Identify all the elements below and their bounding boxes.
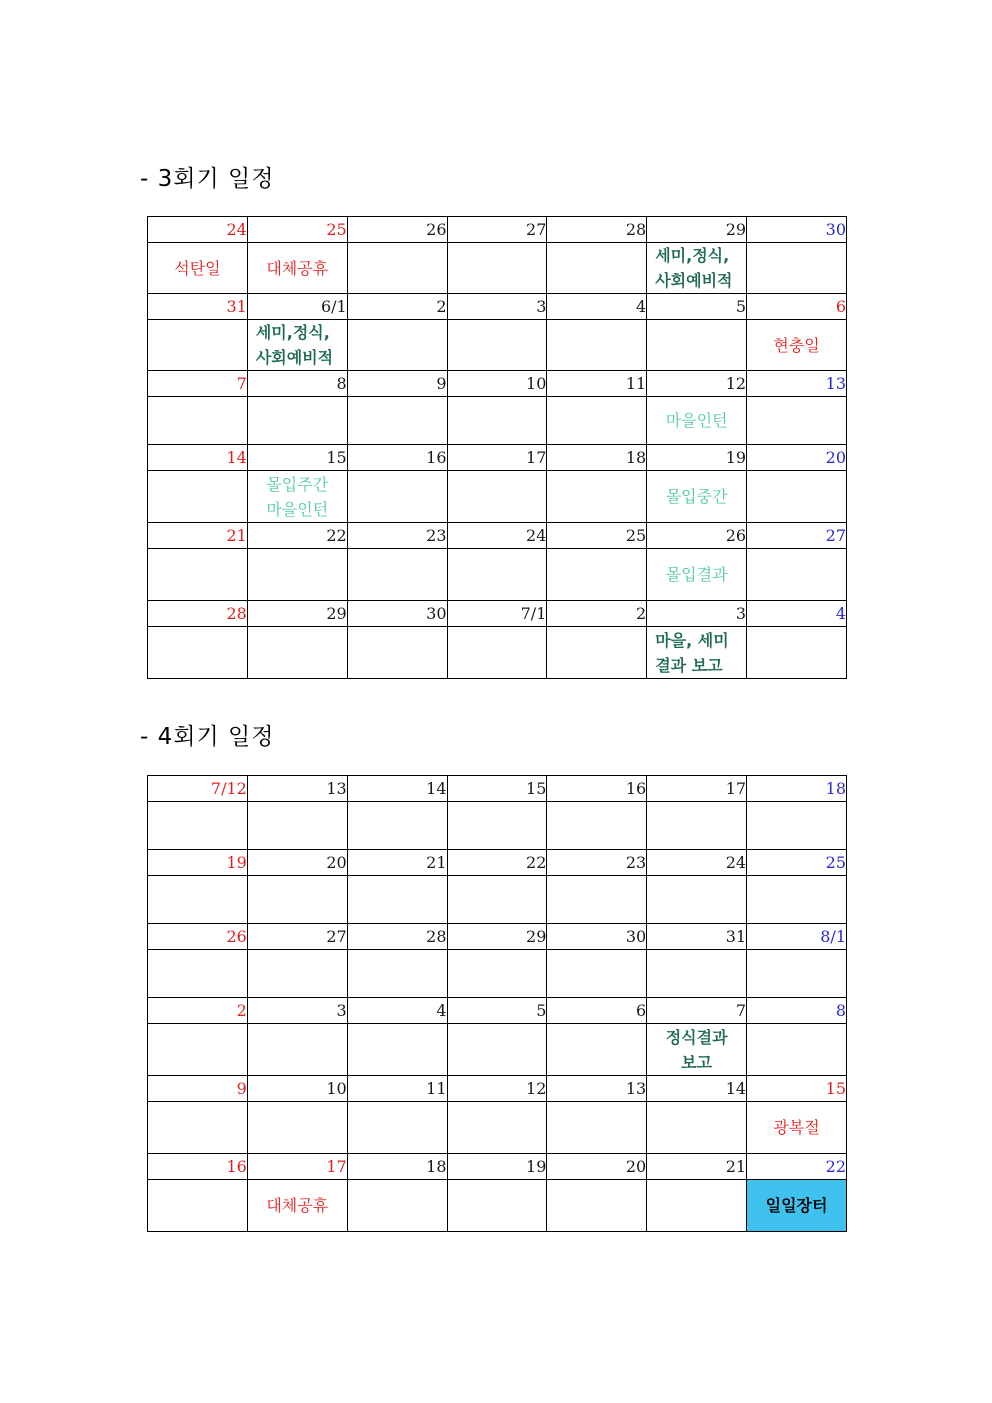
event-cell bbox=[547, 1180, 647, 1232]
date-number: 15 bbox=[447, 776, 547, 802]
date-number: 17 bbox=[447, 445, 547, 471]
event-cell bbox=[347, 549, 447, 601]
date-number: 17 bbox=[647, 776, 747, 802]
date-number: 16 bbox=[347, 445, 447, 471]
date-number: 3 bbox=[447, 294, 547, 320]
date-number: 14 bbox=[148, 445, 248, 471]
week-date-row bbox=[148, 924, 847, 950]
date-number: 26 bbox=[647, 523, 747, 549]
event-label bbox=[747, 1193, 846, 1218]
date-number: 16 bbox=[148, 1154, 248, 1180]
date-number: 3 bbox=[247, 998, 347, 1024]
date-number: 14 bbox=[347, 776, 447, 802]
date-number: 23 bbox=[547, 850, 647, 876]
date-number: 25 bbox=[547, 523, 647, 549]
date-number: 20 bbox=[247, 850, 347, 876]
event-text-line: 세미,정식, bbox=[655, 246, 730, 265]
event-text-line: 마을, 세미 bbox=[655, 630, 729, 650]
date-number: 8/1 bbox=[747, 924, 847, 950]
date-number: 18 bbox=[747, 776, 847, 802]
date-number: 5 bbox=[447, 998, 547, 1024]
event-cell bbox=[747, 549, 847, 601]
date-number: 11 bbox=[347, 1076, 447, 1102]
event-cell bbox=[747, 397, 847, 445]
date-number: 21 bbox=[347, 850, 447, 876]
date-number: 20 bbox=[747, 445, 847, 471]
event-text-line: 세미,정식, bbox=[255, 323, 330, 342]
event-label bbox=[248, 256, 347, 281]
event-cell bbox=[347, 627, 447, 679]
event-cell bbox=[547, 1024, 647, 1076]
date-number: 12 bbox=[447, 1076, 547, 1102]
event-text-line: 마을인턴 bbox=[266, 499, 329, 519]
date-number: 24 bbox=[647, 850, 747, 876]
week-date-row bbox=[148, 998, 847, 1024]
event-label bbox=[647, 628, 746, 678]
event-cell bbox=[247, 627, 347, 679]
date-number: 9 bbox=[148, 1076, 248, 1102]
event-text-line: 사회예비적 bbox=[655, 271, 733, 290]
event-cell bbox=[747, 876, 847, 924]
event-cell bbox=[347, 876, 447, 924]
event-cell bbox=[247, 397, 347, 445]
event-label bbox=[747, 1115, 846, 1140]
date-number: 30 bbox=[747, 217, 847, 243]
event-cell bbox=[148, 320, 248, 371]
date-number: 27 bbox=[247, 924, 347, 950]
event-label bbox=[248, 320, 347, 370]
event-text-line: 사회예비적 bbox=[255, 348, 334, 367]
event-cell bbox=[647, 802, 747, 850]
calendar-4th-session bbox=[147, 775, 847, 1232]
date-number: 3 bbox=[647, 601, 747, 627]
event-cell bbox=[747, 243, 847, 294]
event-cell bbox=[647, 549, 747, 601]
date-number: 27 bbox=[447, 217, 547, 243]
date-number: 4 bbox=[747, 601, 847, 627]
event-cell bbox=[747, 1180, 847, 1232]
event-label bbox=[647, 484, 746, 509]
event-text-line: 마을인턴 bbox=[665, 411, 728, 430]
event-cell bbox=[447, 471, 547, 523]
date-number: 17 bbox=[247, 1154, 347, 1180]
date-number: 29 bbox=[247, 601, 347, 627]
event-cell bbox=[647, 1024, 747, 1076]
event-cell bbox=[547, 320, 647, 371]
week-event-row bbox=[148, 471, 847, 523]
event-cell bbox=[447, 627, 547, 679]
date-number: 25 bbox=[747, 850, 847, 876]
date-number: 28 bbox=[347, 924, 447, 950]
date-number: 15 bbox=[747, 1076, 847, 1102]
event-text-line: 대체공휴 bbox=[266, 258, 329, 278]
event-cell bbox=[647, 1180, 747, 1232]
event-cell bbox=[647, 320, 747, 371]
event-cell bbox=[547, 802, 647, 850]
event-cell bbox=[148, 1102, 248, 1154]
week-date-row bbox=[148, 217, 847, 243]
event-cell bbox=[447, 802, 547, 850]
event-cell bbox=[547, 397, 647, 445]
date-number: 19 bbox=[647, 445, 747, 471]
date-number: 19 bbox=[447, 1154, 547, 1180]
event-cell bbox=[247, 1024, 347, 1076]
event-cell bbox=[747, 950, 847, 998]
date-number: 21 bbox=[647, 1154, 747, 1180]
event-cell bbox=[347, 1180, 447, 1232]
week-date-row bbox=[148, 523, 847, 549]
event-cell bbox=[347, 243, 447, 294]
event-cell bbox=[347, 950, 447, 998]
event-cell bbox=[447, 1180, 547, 1232]
date-number: 28 bbox=[547, 217, 647, 243]
event-cell bbox=[447, 397, 547, 445]
section-3-title: - 3회기 일정 bbox=[140, 166, 275, 192]
date-number: 13 bbox=[547, 1076, 647, 1102]
date-number: 27 bbox=[747, 523, 847, 549]
event-cell bbox=[547, 1102, 647, 1154]
event-cell bbox=[148, 876, 248, 924]
date-number: 26 bbox=[347, 217, 447, 243]
date-number: 10 bbox=[247, 1076, 347, 1102]
week-event-row bbox=[148, 802, 847, 850]
event-cell bbox=[148, 471, 248, 523]
date-number: 9 bbox=[347, 371, 447, 397]
event-label bbox=[747, 333, 846, 358]
event-cell bbox=[148, 1024, 248, 1076]
event-label bbox=[248, 472, 347, 522]
event-cell bbox=[647, 471, 747, 523]
event-label bbox=[647, 1025, 746, 1075]
date-number: 12 bbox=[647, 371, 747, 397]
event-cell bbox=[547, 950, 647, 998]
event-cell bbox=[247, 876, 347, 924]
event-cell bbox=[148, 950, 248, 998]
week-event-row bbox=[148, 1180, 847, 1232]
date-number: 13 bbox=[247, 776, 347, 802]
event-cell bbox=[547, 876, 647, 924]
date-number: 30 bbox=[347, 601, 447, 627]
date-number: 7/1 bbox=[447, 601, 547, 627]
date-number: 7 bbox=[647, 998, 747, 1024]
date-number: 25 bbox=[247, 217, 347, 243]
date-number: 16 bbox=[547, 776, 647, 802]
event-cell bbox=[247, 549, 347, 601]
event-cell bbox=[547, 243, 647, 294]
date-number: 2 bbox=[148, 998, 248, 1024]
event-text-line: 몰입결과 bbox=[665, 565, 728, 584]
date-number: 8 bbox=[747, 998, 847, 1024]
event-text-line: 광복절 bbox=[773, 1118, 820, 1137]
event-text-line: 몰입중간 bbox=[665, 487, 728, 506]
event-cell bbox=[148, 1180, 248, 1232]
event-cell bbox=[347, 1102, 447, 1154]
event-cell bbox=[547, 627, 647, 679]
event-text-line: 대체공휴 bbox=[266, 1196, 329, 1215]
week-event-row bbox=[148, 549, 847, 601]
event-cell bbox=[247, 1102, 347, 1154]
week-date-row bbox=[148, 601, 847, 627]
date-number: 2 bbox=[547, 601, 647, 627]
week-date-row bbox=[148, 850, 847, 876]
week-date-row bbox=[148, 1154, 847, 1180]
event-cell bbox=[347, 802, 447, 850]
date-number: 30 bbox=[547, 924, 647, 950]
event-cell bbox=[647, 876, 747, 924]
date-number: 22 bbox=[747, 1154, 847, 1180]
date-number: 23 bbox=[347, 523, 447, 549]
event-cell bbox=[148, 802, 248, 850]
event-cell bbox=[347, 1024, 447, 1076]
date-number: 26 bbox=[148, 924, 248, 950]
event-cell bbox=[647, 950, 747, 998]
event-cell bbox=[447, 549, 547, 601]
date-number: 18 bbox=[547, 445, 647, 471]
date-number: 4 bbox=[547, 294, 647, 320]
date-number: 15 bbox=[247, 445, 347, 471]
event-text-line: 석탄일 bbox=[174, 258, 221, 278]
date-number: 13 bbox=[747, 371, 847, 397]
event-cell bbox=[247, 320, 347, 371]
event-cell bbox=[447, 950, 547, 998]
date-number: 11 bbox=[547, 371, 647, 397]
event-cell bbox=[247, 950, 347, 998]
event-cell bbox=[447, 320, 547, 371]
event-cell bbox=[747, 802, 847, 850]
week-date-row bbox=[148, 371, 847, 397]
section-4-title: - 4회기 일정 bbox=[140, 724, 275, 750]
date-number: 24 bbox=[148, 217, 248, 243]
week-event-row bbox=[148, 1102, 847, 1154]
date-number: 7 bbox=[148, 371, 248, 397]
event-cell bbox=[647, 397, 747, 445]
event-cell bbox=[647, 243, 747, 294]
event-cell bbox=[747, 1024, 847, 1076]
date-number: 29 bbox=[647, 217, 747, 243]
event-text-line: 몰입주간 bbox=[266, 474, 329, 494]
event-cell bbox=[447, 243, 547, 294]
event-cell bbox=[148, 627, 248, 679]
date-number: 18 bbox=[347, 1154, 447, 1180]
date-number: 7/12 bbox=[148, 776, 248, 802]
event-text-line: 결과 보고 bbox=[655, 655, 723, 675]
event-label bbox=[248, 1193, 347, 1218]
event-text-line: 일일장터 bbox=[765, 1196, 828, 1215]
week-event-row bbox=[148, 397, 847, 445]
date-number: 14 bbox=[647, 1076, 747, 1102]
date-number: 19 bbox=[148, 850, 248, 876]
event-cell bbox=[148, 549, 248, 601]
week-event-row bbox=[148, 243, 847, 294]
event-cell bbox=[447, 1024, 547, 1076]
event-cell bbox=[247, 471, 347, 523]
calendar-3rd-session bbox=[147, 216, 847, 679]
event-cell bbox=[347, 397, 447, 445]
event-cell bbox=[347, 471, 447, 523]
week-event-row bbox=[148, 627, 847, 679]
date-number: 6 bbox=[747, 294, 847, 320]
event-cell bbox=[247, 802, 347, 850]
date-number: 28 bbox=[148, 601, 248, 627]
event-cell bbox=[447, 876, 547, 924]
date-number: 31 bbox=[148, 294, 248, 320]
week-date-row bbox=[148, 776, 847, 802]
week-date-row bbox=[148, 1076, 847, 1102]
date-number: 8 bbox=[247, 371, 347, 397]
event-cell bbox=[447, 1102, 547, 1154]
date-number: 24 bbox=[447, 523, 547, 549]
date-number: 6/1 bbox=[247, 294, 347, 320]
week-event-row bbox=[148, 320, 847, 371]
event-cell bbox=[247, 243, 347, 294]
event-cell bbox=[747, 627, 847, 679]
event-cell bbox=[647, 627, 747, 679]
week-event-row bbox=[148, 950, 847, 998]
event-label bbox=[647, 243, 746, 293]
week-date-row bbox=[148, 445, 847, 471]
event-cell bbox=[547, 471, 647, 523]
event-text-line: 현충일 bbox=[773, 335, 820, 355]
event-cell bbox=[747, 320, 847, 371]
date-number: 2 bbox=[347, 294, 447, 320]
event-cell bbox=[547, 549, 647, 601]
date-number: 22 bbox=[247, 523, 347, 549]
week-event-row bbox=[148, 876, 847, 924]
week-date-row bbox=[148, 294, 847, 320]
date-number: 21 bbox=[148, 523, 248, 549]
event-cell bbox=[747, 471, 847, 523]
event-label bbox=[647, 562, 746, 587]
event-text-line: 보고 bbox=[681, 1052, 713, 1072]
date-number: 6 bbox=[547, 998, 647, 1024]
event-cell bbox=[148, 397, 248, 445]
event-label bbox=[647, 408, 746, 433]
event-cell bbox=[347, 320, 447, 371]
date-number: 5 bbox=[647, 294, 747, 320]
date-number: 4 bbox=[347, 998, 447, 1024]
date-number: 29 bbox=[447, 924, 547, 950]
event-label bbox=[148, 256, 247, 281]
event-cell bbox=[647, 1102, 747, 1154]
week-event-row bbox=[148, 1024, 847, 1076]
event-text-line: 정식결과 bbox=[665, 1027, 728, 1047]
date-number: 22 bbox=[447, 850, 547, 876]
event-cell bbox=[247, 1180, 347, 1232]
event-cell bbox=[148, 243, 248, 294]
date-number: 10 bbox=[447, 371, 547, 397]
event-cell bbox=[747, 1102, 847, 1154]
date-number: 31 bbox=[647, 924, 747, 950]
date-number: 20 bbox=[547, 1154, 647, 1180]
